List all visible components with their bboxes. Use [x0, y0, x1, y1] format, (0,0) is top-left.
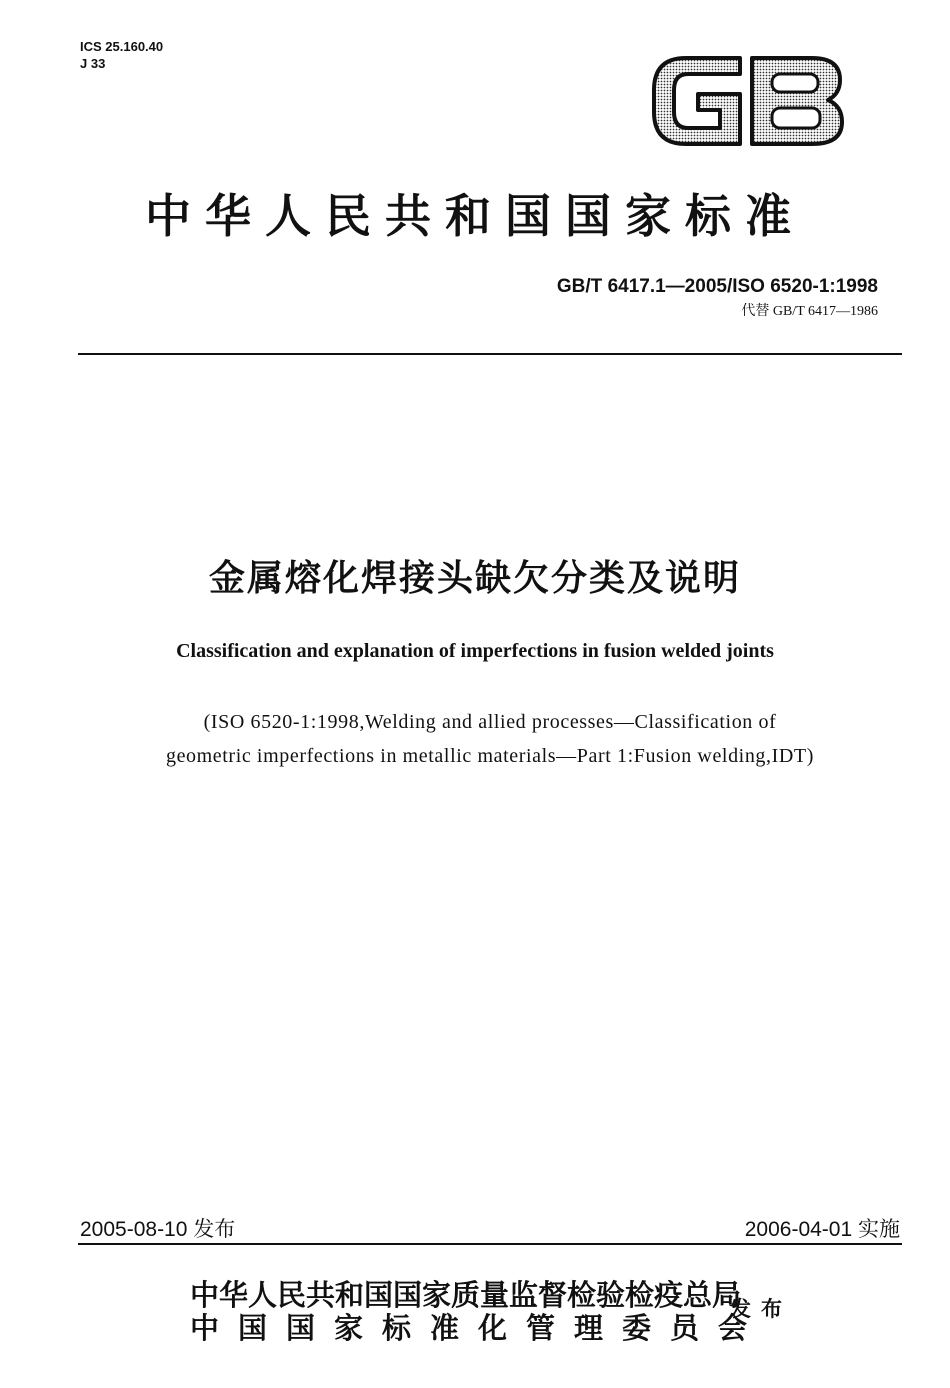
replaces-standard: 代替 GB/T 6417—1986 [741, 304, 878, 319]
logo-text: GB [648, 50, 650, 51]
standard-number: GB/T 6417.1—2005/ISO 6520-1:1998 [556, 276, 878, 297]
standard-title: 中华人民共和国国家标准 [145, 189, 805, 243]
issuer-line-2: 中国国家标准化管理委员会 [190, 1311, 767, 1345]
issuer-line-1: 中华人民共和国国家质量监督检验检疫总局 [190, 1278, 742, 1312]
document-title-en: Classification and explanation of imperfections in fusion welded joints [176, 640, 774, 662]
implementation-date: 2006-04-01 实施 [744, 1218, 900, 1241]
ics-code: ICS 25.160.40 [80, 39, 164, 54]
gb-logo [648, 50, 846, 152]
header-divider [78, 353, 902, 355]
issue-date: 2005-08-10 发布 [80, 1218, 236, 1241]
iso-reference-line-2: geometric imperfections in metallic materials—Part 1:Fusion welding,IDT) [165, 745, 815, 767]
issued-label: 发布 [730, 1297, 792, 1321]
iso-reference-line-1: (ISO 6520-1:1998,Welding and allied processes—Classification of [203, 711, 777, 733]
document-title-cn: 金属熔化焊接头缺欠分类及说明 [208, 558, 741, 599]
footer-divider [78, 1243, 902, 1245]
iso-reference [60, 705, 920, 773]
classification-code: J 33 [80, 56, 106, 71]
ics-code-block [80, 38, 163, 72]
